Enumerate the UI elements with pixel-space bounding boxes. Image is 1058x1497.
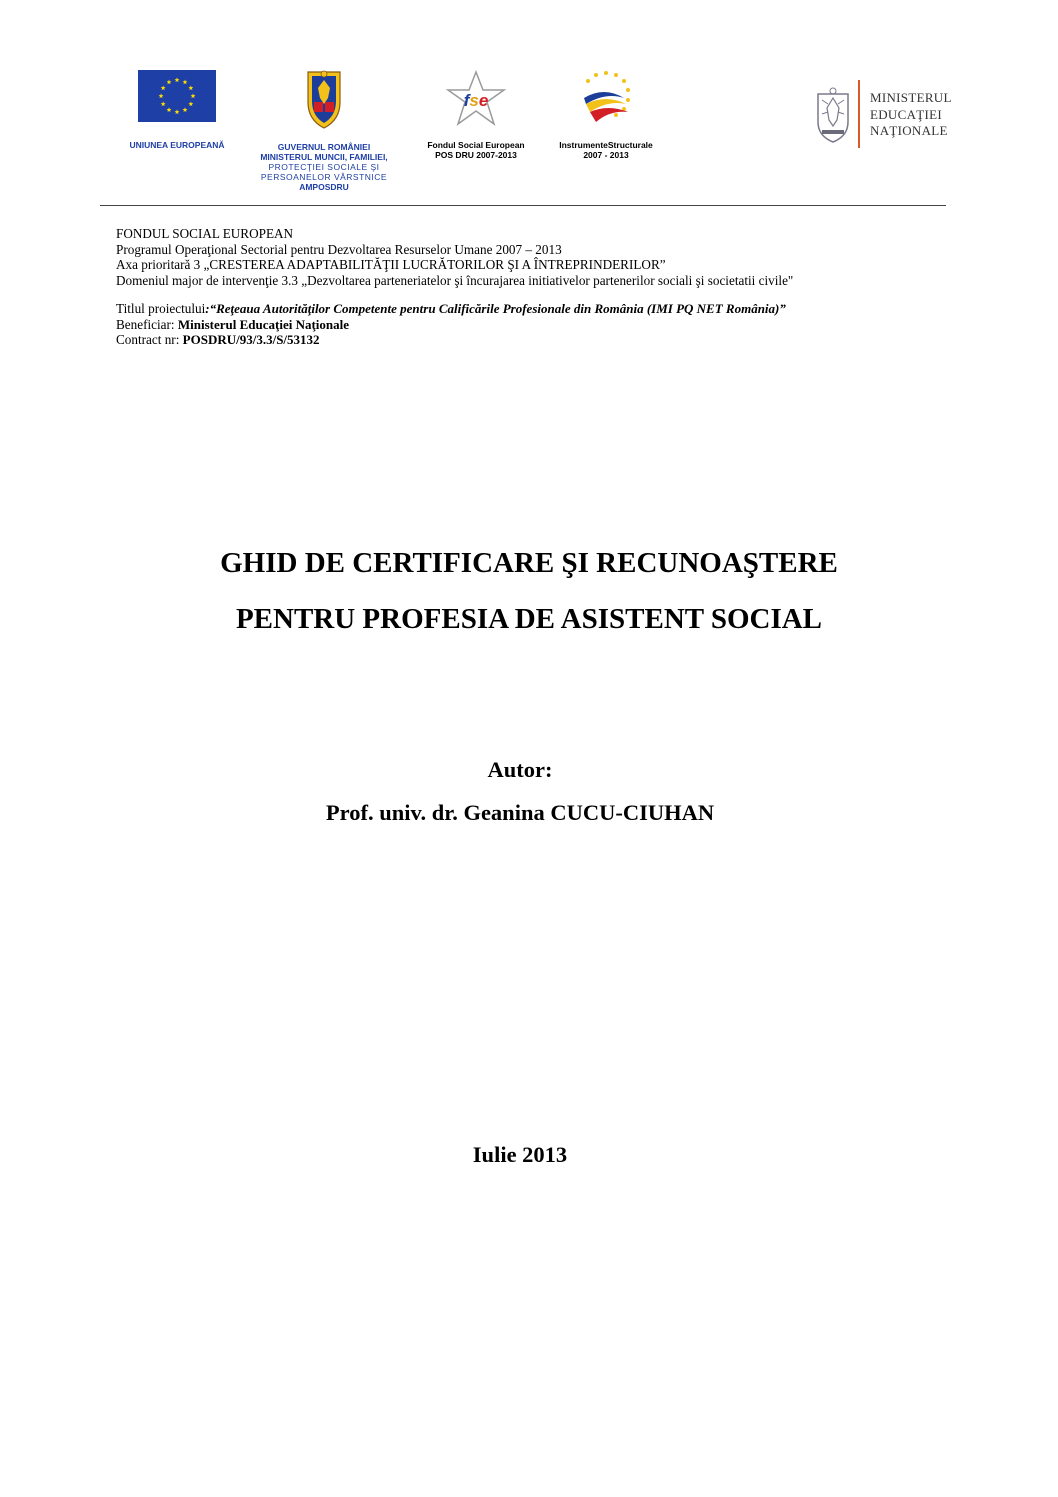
men-text-line: EDUCAŢIEI — [870, 106, 943, 122]
document-date: Iulie 2013 — [472, 1142, 568, 1167]
author-label: Autor: — [487, 757, 553, 782]
header-divider — [100, 205, 946, 206]
government-caption-line: GUVERNUL ROMÂNIEI — [277, 142, 371, 152]
contract-label: Contract nr: — [116, 332, 183, 347]
eu-logo-block — [112, 70, 242, 150]
project-title: :“Reţeaua Autorităţilor Competente pentru Calificările Profesionale din România (IMI PQ NET România)” — [205, 301, 786, 316]
eu-caption-line: UNIUNEA EUROPEANĂ — [129, 140, 225, 150]
funding-info — [116, 226, 793, 348]
fse-caption — [410, 140, 542, 160]
funding-line: FONDUL SOCIAL EUROPEAN — [116, 226, 294, 241]
funding-line: Domeniul major de intervenţie 3.3 „Dezvoltarea parteneriatelor şi încurajarea initiativelor partenerilor sociali şi societatii civile" — [116, 272, 794, 288]
eu-caption — [112, 140, 242, 150]
men-logo-block — [812, 80, 952, 152]
instrumente-caption — [546, 140, 666, 160]
romania-coat-of-arms-icon — [300, 68, 348, 130]
project-title-label: Titlul proiectului — [116, 301, 206, 316]
fse-logo-block — [410, 70, 542, 160]
beneficiar-line — [116, 317, 793, 333]
instrumente-caption-line: 2007 - 2013 — [583, 150, 629, 160]
fse-caption-line: POS DRU 2007-2013 — [435, 150, 517, 160]
government-caption-line: PROTECŢIEI SOCIALE ŞI — [268, 162, 380, 172]
government-caption — [250, 142, 398, 192]
government-caption-line: AMPOSDRU — [299, 182, 349, 192]
government-caption-line: PERSOANELOR VÂRSTNICE — [260, 172, 388, 182]
document-title-line-1: GHID DE CERTIFICARE ŞI RECUNOAŞTERE — [220, 547, 838, 579]
men-text-line: NAŢIONALE — [870, 123, 948, 138]
government-caption-line: MINISTERUL MUNCII, FAMILIEI, — [260, 152, 388, 162]
instrumente-caption-line: InstrumenteStructurale — [559, 140, 653, 150]
beneficiar-value: Ministerul Educaţiei Naţionale — [177, 316, 350, 332]
beneficiar-label: Beneficiar: — [116, 316, 178, 332]
instrumente-structurale-block — [546, 68, 666, 160]
men-logo-icon — [812, 86, 854, 144]
contract-value: POSDRU/93/3.3/S/53132 — [182, 332, 320, 347]
men-text-line: MINISTERUL — [870, 90, 952, 105]
funding-line: Axa prioritară 3 „CRESTEREA ADAPTABILITĂŢII LUCRĂTORILOR ŞI A ÎNTREPRINDERILOR” — [116, 257, 666, 272]
men-divider — [858, 80, 860, 148]
fse-caption-line: Fondul Social European — [427, 140, 525, 150]
government-logo-block — [250, 68, 398, 192]
instrumente-structurale-icon — [576, 68, 636, 128]
svg-text:fse: fse — [463, 91, 489, 110]
eu-flag-icon — [138, 70, 216, 122]
author-name: Prof. univ. dr. Geanina CUCU-CIUHAN — [325, 800, 715, 825]
contract-line — [116, 332, 793, 348]
funding-line: Programul Operaţional Sectorial pentru Dezvoltarea Resurselor Umane 2007 – 2013 — [116, 241, 562, 257]
document-title-line-2: PENTRU PROFESIA DE ASISTENT SOCIAL — [235, 603, 823, 635]
men-text — [870, 90, 952, 140]
project-title-line — [116, 301, 793, 317]
fse-logo-icon — [444, 70, 508, 130]
